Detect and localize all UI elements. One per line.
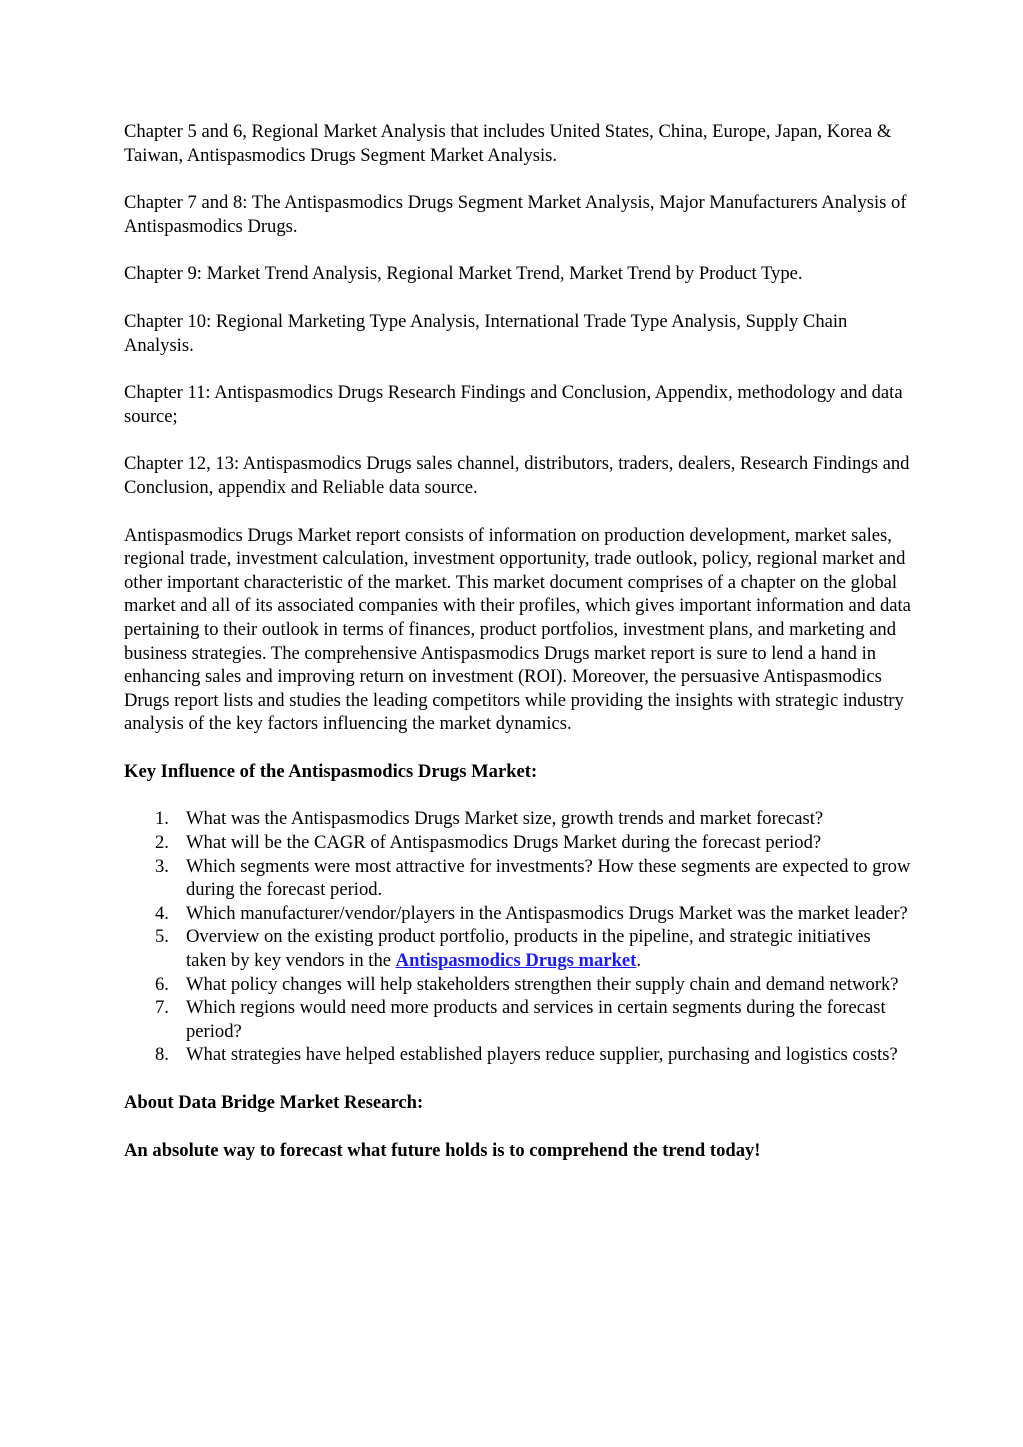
- paragraph-report-summary: Antispasmodics Drugs Market report consists of information on production development, market sales, regional trade, investment calculation, investment opportunity, trade outlook, policy, regional market and other important characteristic of the market. This market document comprises of a chapter on the global market and all of its associated companies with their profiles, which gives important information and data pertaining to their outlook in terms of finances, product portfolios, investment plans, and marketing and business strategies. The comprehensive Antispasmodics Drugs market report is sure to lend a hand in enhancing sales and improving return on investment (ROI). Moreover, the persuasive Antispasmodics Drugs report lists and studies the leading competitors while providing the insights with strategic industry analysis of the key factors influencing the market dynamics.: [124, 524, 911, 735]
- about-heading: About Data Bridge Market Research:: [124, 1092, 424, 1113]
- list-item: [124, 855, 914, 902]
- paragraph-chapter-12-13: Chapter 12, 13: Antispasmodics Drugs sales channel, distributors, traders, dealers, Research Findings and Conclusion, appendix and Reliable data source.: [124, 453, 910, 498]
- paragraph-chapter-10: Chapter 10: Regional Marketing Type Analysis, International Trade Type Analysis, Supply Chain Analysis.: [124, 310, 848, 356]
- list-item-number: 8.: [155, 1044, 169, 1066]
- list-item: [124, 973, 914, 997]
- paragraph-chapter-7-8: Chapter 7 and 8: The Antispasmodics Drugs Segment Market Analysis, Major Manufacturers Analysis of Antispasmodics Drugs.: [124, 192, 907, 237]
- list-item-text: What strategies have helped established players reduce supplier, purchasing and logistics costs?: [186, 1044, 898, 1066]
- list-item-text: Which regions would need more products and services in certain segments during the forecast period?: [186, 997, 886, 1042]
- list-item-text-after-link: .: [636, 950, 642, 972]
- key-influence-heading: Key Influence of the Antispasmodics Drugs Market:: [124, 760, 538, 782]
- paragraph-chapter-9: Chapter 9: Market Trend Analysis, Regional Market Trend, Market Trend by Product Type.: [124, 263, 803, 285]
- list-item-text: What was the Antispasmodics Drugs Market size, growth trends and market forecast?: [186, 808, 824, 830]
- key-questions-list: [124, 807, 914, 1067]
- list-item: [124, 925, 914, 972]
- document-page: [124, 120, 914, 1186]
- list-item: [124, 1043, 914, 1067]
- list-item-text: Which segments were most attractive for investments? How these segments are expected to grow during the forecast period.: [186, 855, 911, 901]
- paragraph-chapter-5-6: Chapter 5 and 6, Regional Market Analysis that includes United States, China, Europe, Japan, Korea & Taiwan, Antispasmodics Drugs Segment Market Analysis.: [124, 121, 892, 166]
- paragraph-chapter-11: Chapter 11: Antispasmodics Drugs Research Findings and Conclusion, Appendix, methodology and data source;: [124, 382, 903, 427]
- list-item-text-before-link: Overview on the existing product portfolio, products in the pipeline, and strategic initiatives taken by key vendors in the: [186, 926, 871, 972]
- list-item-number: 6.: [155, 973, 169, 995]
- antispasmodics-drugs-market-link[interactable]: Antispasmodics Drugs market: [395, 950, 637, 972]
- list-item-text: Which manufacturer/vendor/players in the Antispasmodics Drugs Market was the market leader?: [186, 902, 908, 924]
- list-item: [124, 831, 914, 855]
- list-item-text: What will be the CAGR of Antispasmodics Drugs Market during the forecast period?: [186, 832, 822, 854]
- list-item: [124, 996, 914, 1043]
- list-item-text: What policy changes will help stakeholders strengthen their supply chain and demand network?: [186, 973, 899, 995]
- list-item-number: 1.: [155, 808, 169, 830]
- list-item-number: 7.: [155, 997, 169, 1019]
- list-item-number: 5.: [155, 926, 169, 948]
- tagline: An absolute way to forecast what future holds is to comprehend the trend today!: [124, 1139, 761, 1161]
- list-item-number: 3.: [155, 855, 169, 877]
- list-item-number: 4.: [155, 902, 169, 924]
- list-item-number: 2.: [155, 832, 169, 854]
- list-item: [124, 902, 914, 926]
- list-item: [124, 807, 914, 831]
